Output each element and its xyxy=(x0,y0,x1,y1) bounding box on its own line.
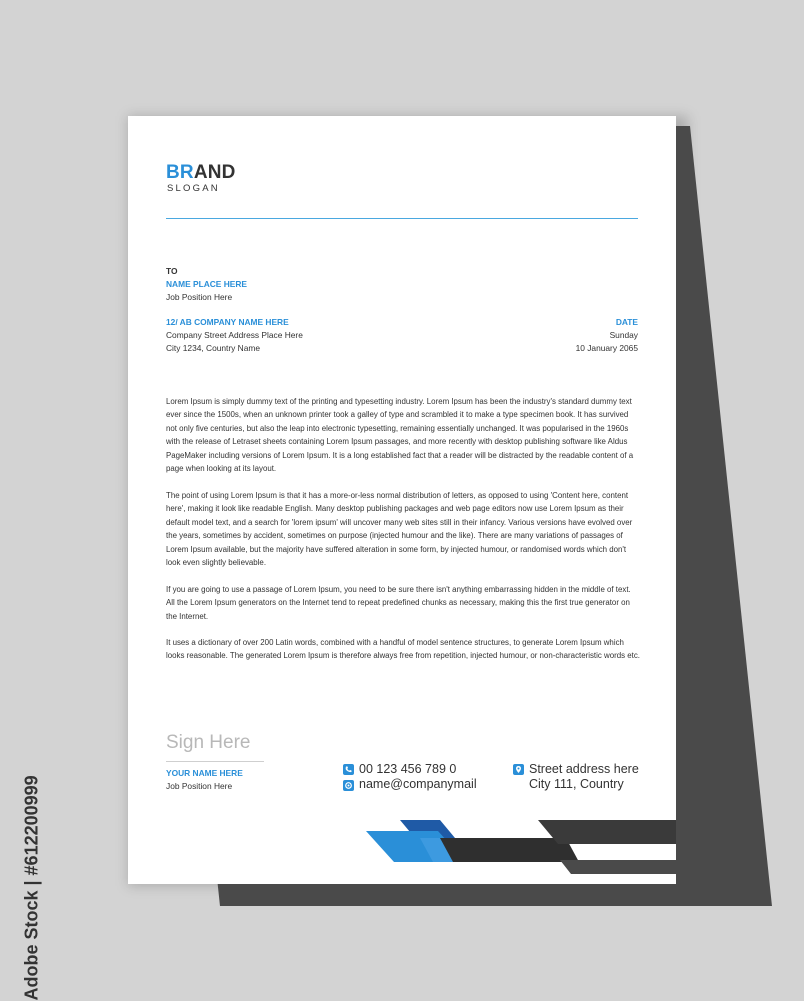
brand-slogan: SLOGAN xyxy=(167,183,220,194)
company-address: Company Street Address Place Here xyxy=(166,330,303,340)
to-label: TO xyxy=(166,266,178,276)
footer-shape-dark-2 xyxy=(538,820,676,844)
date-value: 10 January 2065 xyxy=(575,343,638,353)
date-label: DATE xyxy=(615,317,638,327)
email-address: name@companymail xyxy=(359,777,477,791)
recipient-name: NAME PLACE HERE xyxy=(166,279,247,289)
signer-name: YOUR NAME HERE xyxy=(166,768,243,778)
letterhead-page xyxy=(128,116,676,884)
body-paragraph-2: The point of using Lorem Ipsum is that it has a more-or-less normal distribution of letters, as opposed to using 'Content here, content here', making it look like readable English. Many desktop publishing packages and web page editors now use Lorem Ipsum as their default model text, and a search for 'lorem ipsum' will uncover many web sites still in their infancy. Various versions have evolved over the years, sometimes by accident, sometimes on purpose (injected humour and the like). There are many variations of passages of Lorem Ipsum available, but the majority have suffered alteration in some form, by injected humour, or randomised words which don't look even slightly believable. xyxy=(166,491,633,568)
footer-shape-dark-3 xyxy=(560,860,676,874)
date-day: Sunday xyxy=(609,330,638,340)
recipient-position: Job Position Here xyxy=(166,292,233,302)
brand-logo-part2: AND xyxy=(193,162,236,183)
body-paragraph-4: It uses a dictionary of over 200 Latin words, combined with a handful of model sentence structures, to generate Lorem Ipsum which looks reasonable. The generated Lorem Ipsum is therefore always free from repetition, injected humour, or non-characteristic words etc. xyxy=(166,638,640,661)
company-name: 12/ AB COMPANY NAME HERE xyxy=(166,317,289,327)
watermark-side-text: Adobe Stock | #612200999 xyxy=(21,775,42,1001)
brand-logo-part1: BR xyxy=(166,162,194,183)
sign-here-text: Sign Here xyxy=(166,732,251,753)
phone-number: 00 123 456 789 0 xyxy=(359,762,457,776)
signer-position: Job Position Here xyxy=(166,781,233,791)
body-paragraph-1: Lorem Ipsum is simply dummy text of the printing and typesetting industry. Lorem Ipsum has been the industry's standard dummy text ever since the 1500s, when an unknown printer took a galley of type and scrambled it to make a type specimen book. It has survived not only five centuries, but also the leap into electronic typesetting, remaining essentially unchanged. It was popularised in the 1960s with the release of Letraset sheets containing Lorem Ipsum passages, and more recently with desktop publishing software like Aldus PageMaker including versions of Lorem Ipsum. It is a long established fact that a reader will be distracted by the readable content of a page when looking at its layout. xyxy=(166,397,634,474)
city-country: City 111, Country xyxy=(529,777,624,791)
street-address: Street address here xyxy=(529,762,639,776)
company-city: City 1234, Country Name xyxy=(166,343,261,353)
footer-decoration xyxy=(128,116,676,884)
body-paragraph-3: If you are going to use a passage of Lorem Ipsum, you need to be sure there isn't anything embarrassing hidden in the middle of text. All the Lorem Ipsum generators on the Internet tend to repeat predefined chunks as necessary, making this the first true generator on the Internet. xyxy=(166,585,631,621)
